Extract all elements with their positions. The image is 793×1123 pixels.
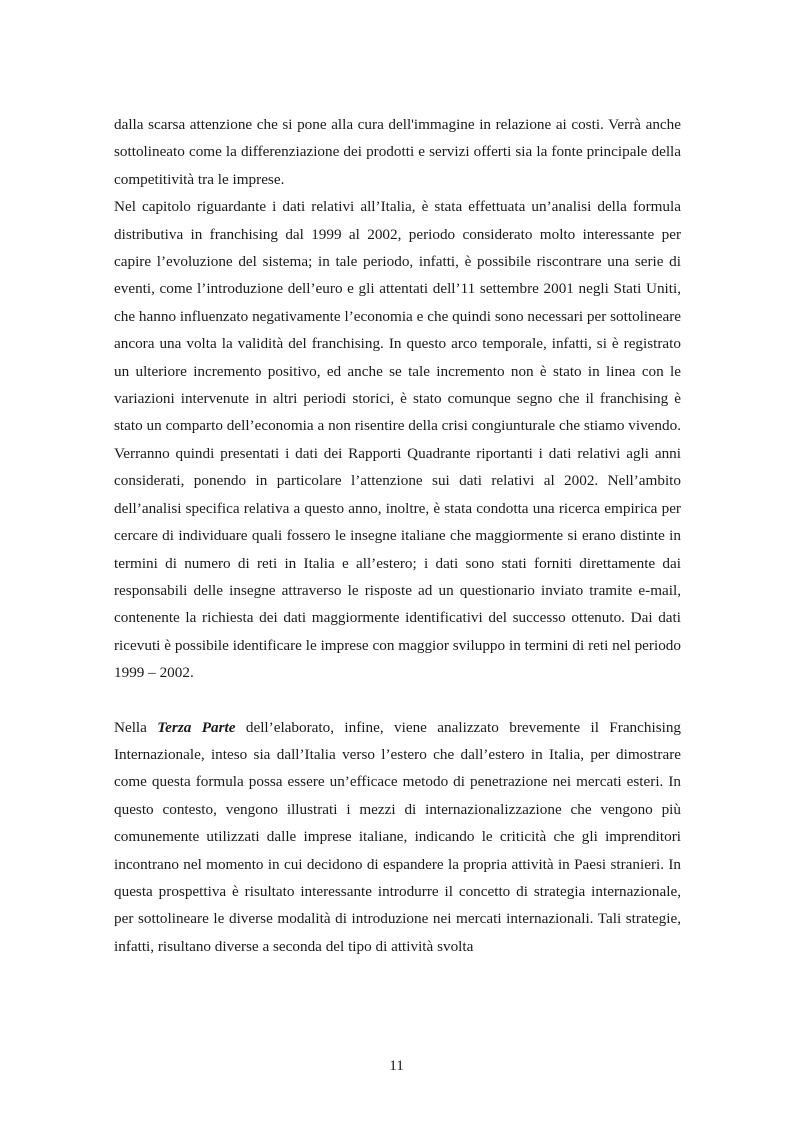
page-body [114,111,681,960]
third-part-rest: dell’elaborato, infine, viene analizzato brevemente il Franchising Internazionale, inteso sia dall’Italia verso l’estero che dall’estero in Italia, per dimostrare come questa formula possa essere un’efficace metodo di penetrazione nei mercati esteri. In questo contesto, vengono illustrati i mezzi di internazionalizzazione che vengono più comunemente utilizzati dalle imprese italiane, indicando le criticità che gli imprenditori incontrano nel momento in cui decidono di espandere la propria attività in Paesi stranieri. In questa prospettiva è risultato interessante introdurre il concetto di strategia internazionale, per sottolineare le diverse modalità di introduzione nei mercati internazionali. Tali strategie, infatti, risultano diverse a seconda del tipo di attività svolta [114,718,682,955]
third-part-lead: Nella [114,718,158,736]
paragraph-third-part [114,714,681,961]
paragraph-intro-continuation: dalla scarsa attenzione che si pone alla cura dell'immagine in relazione ai costi. Verrà anche sottolineato come la differenziazione dei prodotti e servizi offerti sia la fonte principale della competitività tra le imprese. [114,116,681,188]
page-number: 11 [389,1057,404,1074]
paragraph-spacer [114,687,681,714]
paragraph-italy-data-chapter: Nel capitolo riguardante i dati relativi all’Italia, è stata effettuata un’analisi della formula distributiva in franchising dal 1999 al 2002, periodo considerato molto interessante per capire l’evoluzione del sistema; in tale periodo, infatti, è possibile riscontrare una serie di eventi, come l’introduzione dell’euro e gli attentati dell’11 settembre 2001 negli Stati Uniti, che hanno influenzato negativamente l’economia e che quindi sono necessari per sottolineare ancora una volta la validità del franchising. In questo arco temporale, infatti, si è registrato un ulteriore incremento positivo, ed anche se tale incremento non è stato in linea con le variazioni intervenute in altri periodi storici, è stato comunque segno che il franchising è stato un comparto dell’economia a non risentire della crisi congiunturale che stiamo vivendo. Verranno quindi presentati i dati dei Rapporti Quadrante riportanti i dati relativi agli anni considerati, ponendo in particolare l’attenzione sui dati relativi al 2002. Nell’ambito dell’analisi specifica relativa a questo anno, inoltre, è stata condotta una ricerca empirica per cercare di individuare quali fossero le insegne italiane che maggiormente si erano distinte in termini di numero di reti in Italia e all’estero; i dati sono stati forniti direttamente dai responsabili delle insegne attraverso le risposte ad un questionario inviato tramite e-mail, contenente la richiesta dei dati maggiormente identificativi del successo ottenuto. Dai dati ricevuti è possibile identificare le imprese con maggior sviluppo in termini di reti nel periodo 1999 – 2002. [114,198,681,682]
third-part-emphasis: Terza Parte [157,718,236,736]
